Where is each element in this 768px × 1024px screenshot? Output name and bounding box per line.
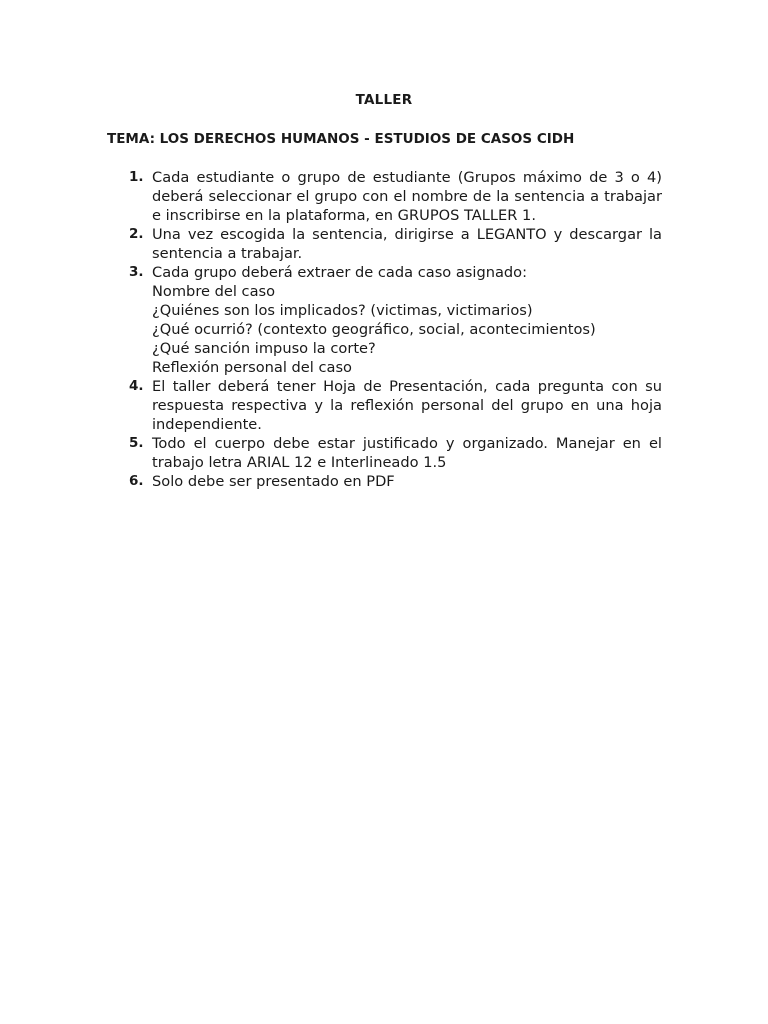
- item-text-line: Todo el cuerpo debe estar justificado y organizado. Manejar en el: [152, 435, 662, 452]
- list-item: [106, 168, 662, 225]
- item-text-line: e inscribirse en la plataforma, en GRUPOS TALLER 1.: [152, 207, 536, 224]
- item-text-line: Cada grupo deberá extraer de cada caso asignado:: [152, 264, 528, 281]
- item-text-line: Solo debe ser presentado en PDF: [152, 473, 395, 490]
- item-text-line: respuesta respectiva y la reflexión personal del grupo en una hoja: [152, 397, 662, 414]
- item-text-line: independiente.: [152, 416, 262, 433]
- item-number: 2.: [129, 226, 144, 242]
- list-item: [106, 263, 662, 377]
- item-text-line: trabajo letra ARIAL 12 e Interlineado 1.5: [152, 454, 447, 471]
- item-number: 6.: [129, 473, 144, 489]
- subitem-line: ¿Qué ocurrió? (contexto geográfico, social, acontecimientos): [152, 321, 596, 338]
- item-text-line: Una vez escogida la sentencia, dirigirse a LEGANTO y descargar la: [152, 226, 662, 243]
- subitem-line: Nombre del caso: [152, 283, 276, 300]
- item-text-line: sentencia a trabajar.: [152, 245, 303, 262]
- document-topic: TEMA: LOS DERECHOS HUMANOS - ESTUDIOS DE CASOS CIDH: [107, 131, 575, 147]
- item-text-line: deberá seleccionar el grupo con el nombre de la sentencia a trabajar: [152, 188, 662, 205]
- item-number: 5.: [129, 435, 144, 451]
- instructions-list: [106, 168, 662, 491]
- list-item: [106, 434, 662, 472]
- item-text-line: Cada estudiante o grupo de estudiante (Grupos máximo de 3 o 4): [152, 169, 662, 186]
- item-number: 4.: [129, 378, 144, 394]
- subitem-line: Reflexión personal del caso: [152, 359, 352, 376]
- subitem-line: ¿Qué sanción impuso la corte?: [152, 340, 376, 357]
- item-number: 3.: [129, 264, 144, 280]
- item-text-line: El taller deberá tener Hoja de Presentación, cada pregunta con su: [152, 378, 662, 395]
- document-title: TALLER: [355, 92, 413, 108]
- list-item: [106, 225, 662, 263]
- item-number: 1.: [129, 169, 144, 185]
- list-item: [106, 472, 662, 491]
- list-item: [106, 377, 662, 434]
- subitem-line: ¿Quiénes son los implicados? (victimas, victimarios): [152, 302, 533, 319]
